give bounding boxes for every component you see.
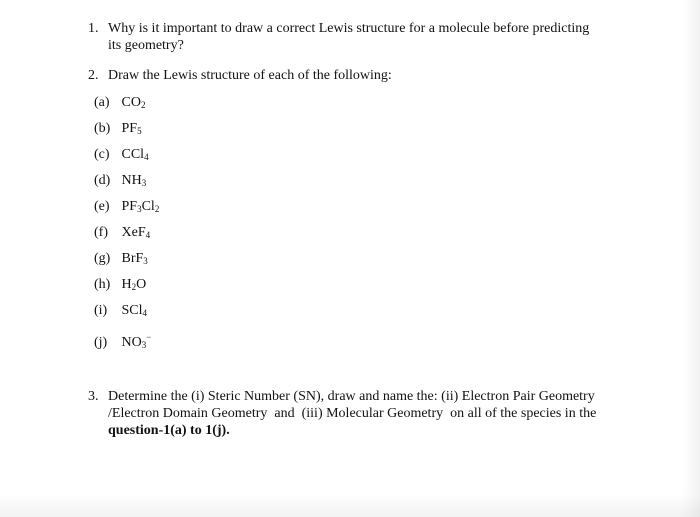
- item-label: (d): [94, 173, 111, 188]
- question-3-line-3: question-1(a) to 1(j).: [108, 423, 230, 438]
- formula-brf3: BrF$_3$: [121, 251, 148, 266]
- question-1-line-2: its geometry?: [108, 38, 184, 53]
- list-item-e: [94, 198, 159, 215]
- question-3-line-2: /Electron Domain Geometry and (iii) Molecular Geometry on all of the species in the: [108, 406, 597, 421]
- item-label: (h): [94, 277, 111, 292]
- list-item-c: [94, 146, 149, 163]
- formula-pf5: $PF_5$: [121, 121, 142, 136]
- list-item-d: [94, 172, 146, 189]
- page-bottom-shadow: [0, 493, 700, 517]
- formula-xef4: XeF$_4$: [121, 225, 151, 240]
- question-2-number: 2.: [88, 68, 99, 83]
- list-item-j: [94, 334, 151, 351]
- item-label: (a): [94, 95, 110, 110]
- item-label: (i): [94, 303, 108, 318]
- item-label: (f): [94, 225, 108, 240]
- question-3-number: 3.: [88, 389, 99, 404]
- formula-scl4: SCl$_4$: [121, 303, 148, 318]
- question-2-line-1: Draw the Lewis structure of each of the following:: [108, 68, 392, 83]
- list-item-a: [94, 94, 145, 111]
- list-item-i: [94, 302, 147, 319]
- question-3-line-1: Determine the (i) Steric Number (SN), draw and name the: (ii) Electron Pair Geometry: [108, 389, 595, 404]
- formula-co2: $CO_2$: [121, 95, 146, 110]
- formula-ccl4: CCl$_4$: [121, 147, 149, 162]
- item-label: (g): [94, 251, 111, 266]
- formula-pf3cl2: $PF_3Cl_2$: [121, 199, 160, 214]
- formula-no3-minus: $NO_3^-$: [121, 332, 152, 350]
- list-item-g: [94, 250, 148, 267]
- formula-h2o: $H_2O$: [121, 277, 147, 292]
- item-label: (j): [94, 335, 108, 350]
- question-1-line-1: Why is it important to draw a correct Lewis structure for a molecule before predicting: [108, 21, 590, 36]
- list-item-b: [94, 120, 142, 137]
- item-label: (b): [94, 121, 111, 136]
- list-item-f: [94, 224, 150, 241]
- page-edge-shadow: [682, 0, 700, 517]
- list-item-h: [94, 276, 146, 293]
- item-label: (c): [94, 147, 110, 162]
- question-1-number: 1.: [88, 21, 99, 36]
- item-label: (e): [94, 199, 110, 214]
- formula-nh3: $NH_3$: [121, 173, 147, 188]
